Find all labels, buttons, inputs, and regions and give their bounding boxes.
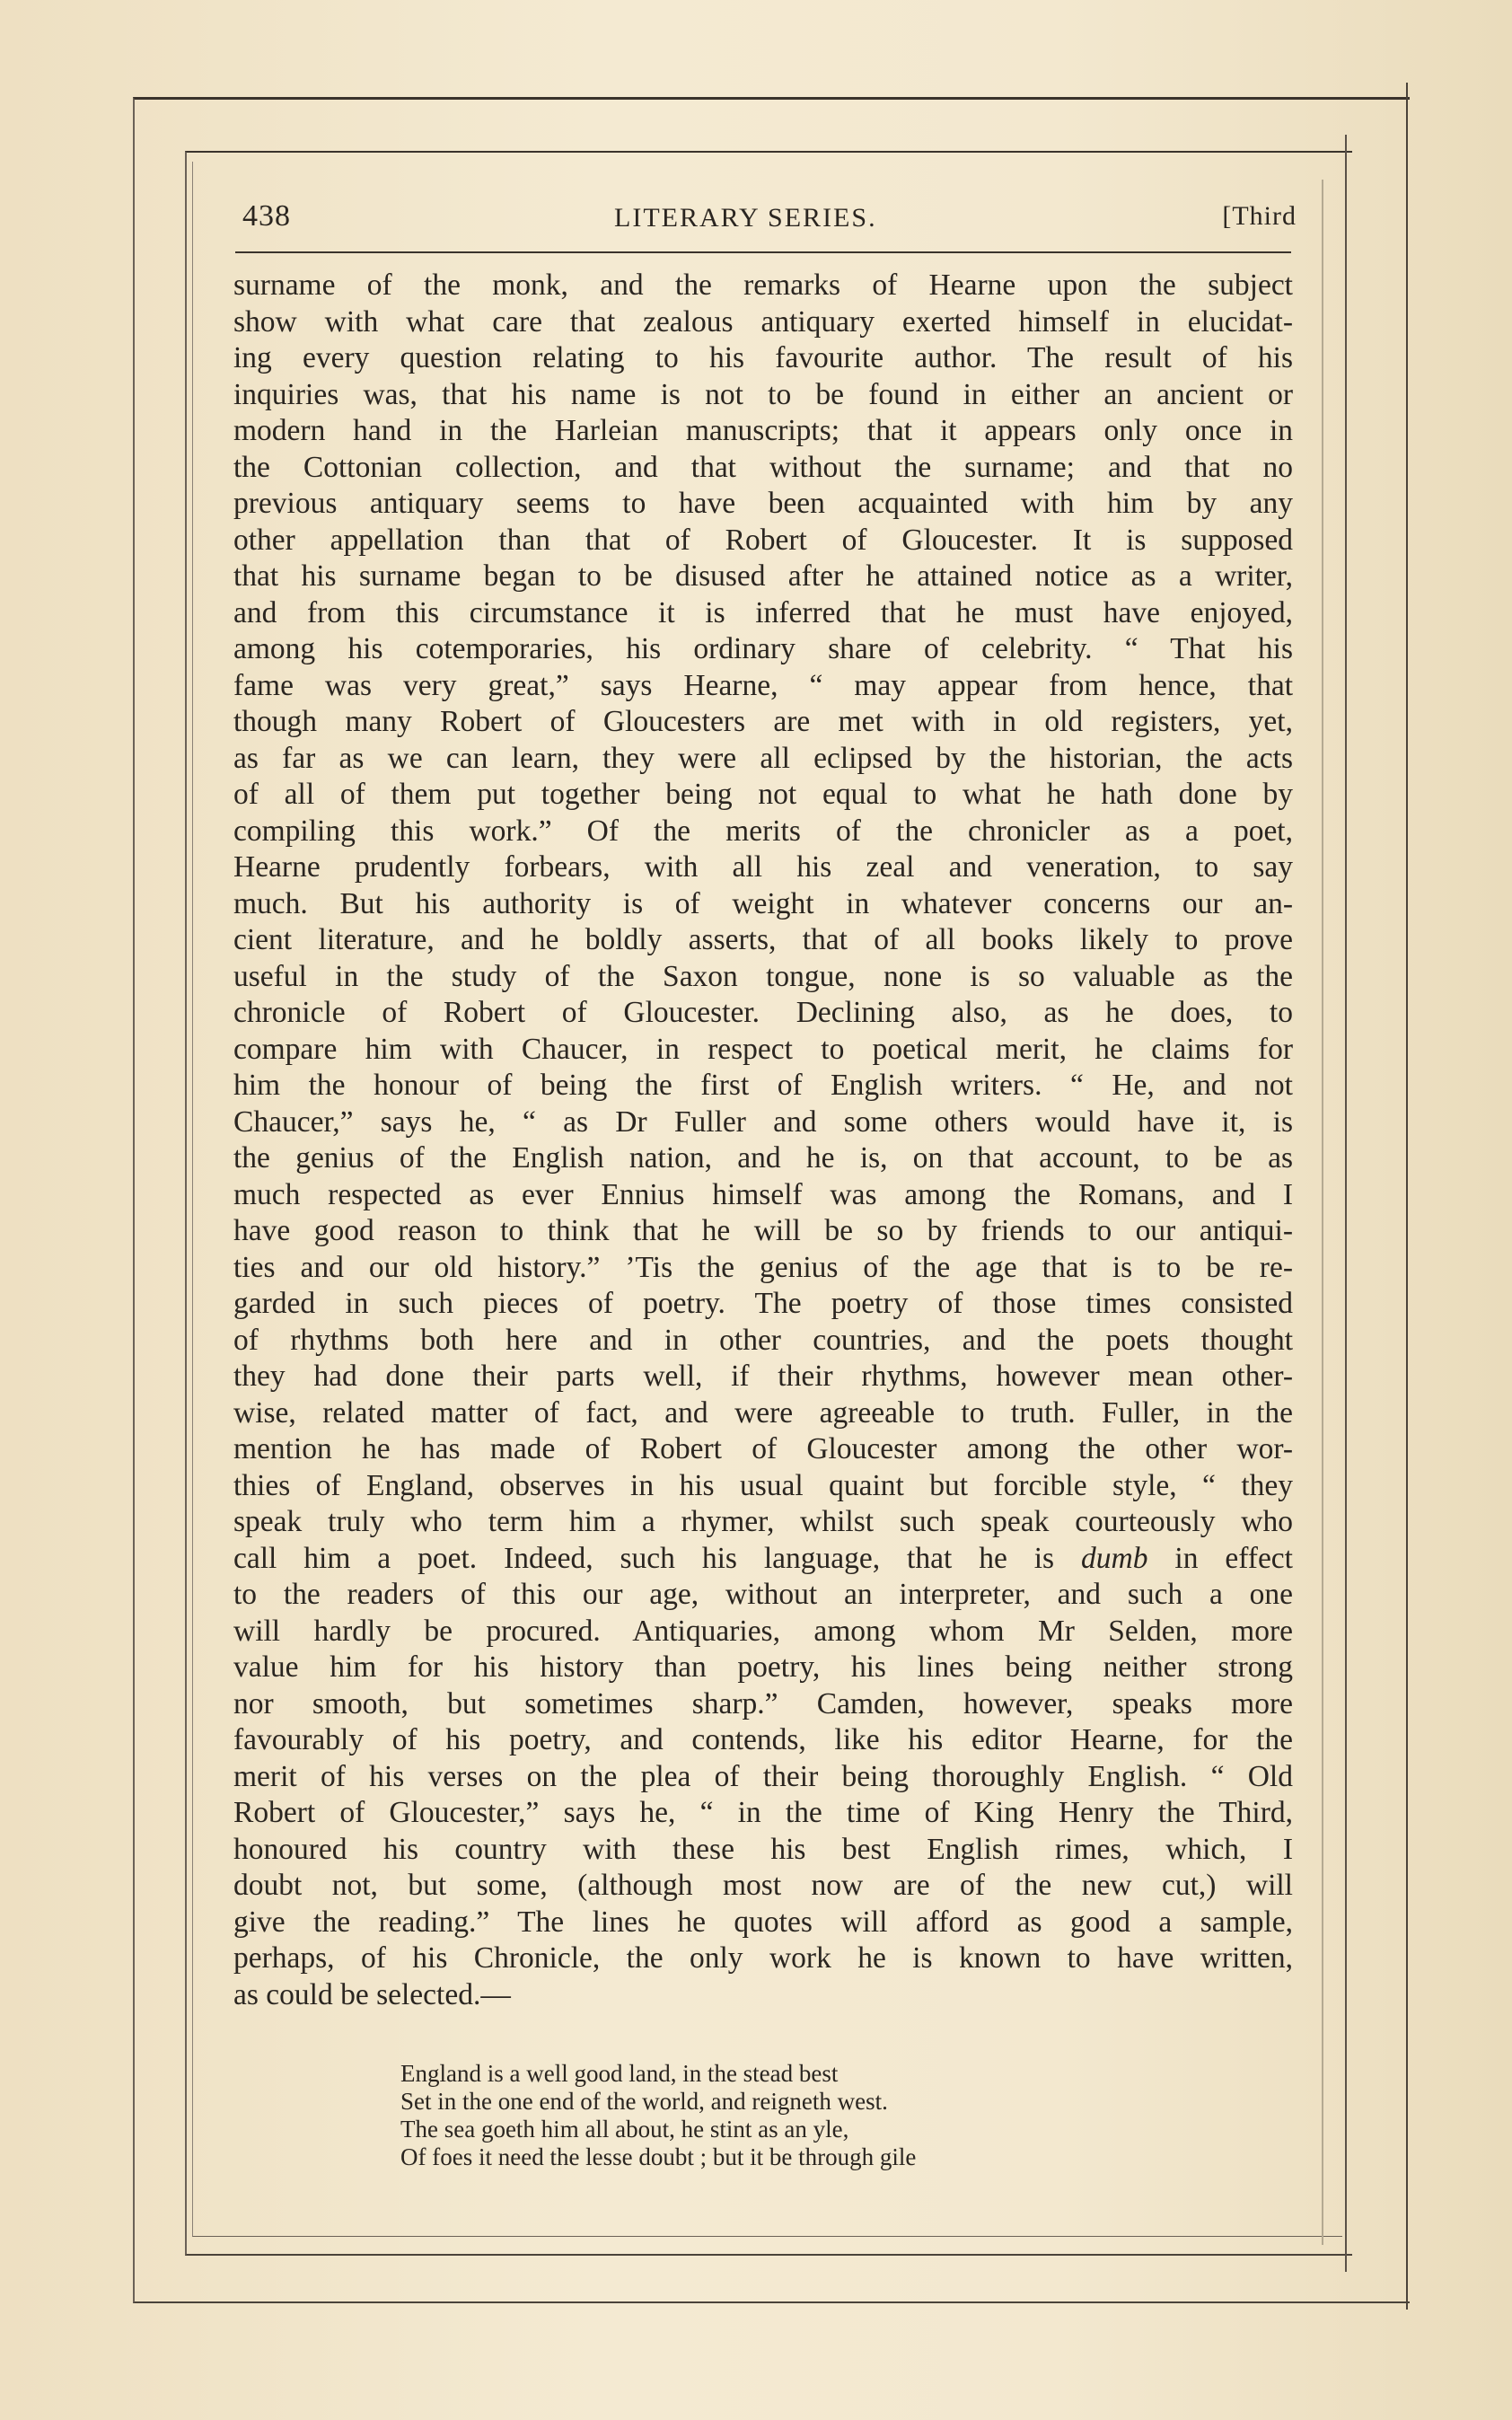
text-line: garded in such pieces of poetry. The poetry of those times consisted: [233, 1287, 1293, 1320]
text-line: favourably of his poetry, and contends, like his editor Hearne, for the: [233, 1723, 1293, 1756]
text-line: wise, related matter of fact, and were agreeable to truth. Fuller, in the: [233, 1395, 1293, 1430]
page-edge-shadow: [1322, 180, 1323, 2245]
running-header: [230, 199, 1297, 244]
verse-line: Set in the one end of the world, and reigneth west.: [400, 2088, 888, 2115]
verse-quotation: [400, 2060, 1083, 2171]
text-line: will hardly be procured. Antiquaries, among whom Mr Selden, more: [233, 1614, 1293, 1648]
running-title: LITERARY SERIES.: [614, 203, 877, 233]
text-line: him the honour of being the first of English writers. “ He, and not: [233, 1069, 1293, 1102]
text-line: ing every question relating to his favourite author. The result of his: [233, 341, 1293, 374]
text-line: the Cottonian collection, and that without the surname; and that no: [233, 450, 1293, 484]
text-line: much. But his authority is of weight in whatever concerns our an-: [233, 886, 1293, 920]
text-line: show with what care that zealous antiquary exerted himself in elucidat-: [233, 304, 1293, 339]
text-line: chronicle of Robert of Gloucester. Declining also, as he does, to: [233, 996, 1293, 1029]
text-line: inquiries was, that his name is not to be found in either an ancient or: [233, 377, 1293, 411]
text-line: of all of them put together being not equal to what he hath done by: [233, 778, 1293, 811]
emphasis-word: dumb: [1081, 1541, 1148, 1575]
text-line: cient literature, and he boldly asserts, that of all books likely to prove: [233, 923, 1293, 956]
text-line: value him for his history than poetry, his lines being neither strong: [233, 1650, 1293, 1684]
text-line: and from this circumstance it is inferred that he must have enjoyed,: [233, 595, 1293, 629]
text-line: perhaps, of his Chronicle, the only work he is known to have written,: [233, 1941, 1293, 1975]
page-number: 438: [242, 199, 291, 233]
text-line: Robert of Gloucester,” says he, “ in the time of King Henry the Third,: [233, 1796, 1293, 1829]
text-line: the genius of the English nation, and he is, on that account, to be as: [233, 1141, 1293, 1175]
text-line: that his surname began to be disused after he attained notice as a writer,: [233, 559, 1293, 593]
text-line: honoured his country with these his best English rimes, which, I: [233, 1832, 1293, 1866]
verse-line: Of foes it need the lesse doubt ; but it be through gile: [400, 2143, 917, 2170]
header-rule: [235, 251, 1291, 253]
text-line: call him a poet. Indeed, such his language, that he is dumb in effect: [233, 1541, 1293, 1575]
text-line: ties and our old history.” ’Tis the genius of the age that is to be re-: [233, 1250, 1293, 1284]
text-line: useful in the study of the Saxon tongue, none is so valuable as the: [233, 959, 1293, 993]
text-line: previous antiquary seems to have been acquainted with him by any: [233, 487, 1293, 520]
outer-page-border-right: [1406, 83, 1408, 2310]
text-line: fame was very great,” says Hearne, “ may appear from hence, that: [233, 668, 1293, 702]
text-line: give the reading.” The lines he quotes will afford as good a sample,: [233, 1905, 1293, 1939]
text-line: merit of his verses on the plea of their being thoroughly English. “ Old: [233, 1759, 1293, 1793]
text-line: nor smooth, but sometimes sharp.” Camden, however, speaks more: [233, 1686, 1293, 1720]
section-marker: [Third: [1222, 201, 1297, 231]
text-line: though many Robert of Gloucesters are met with in old registers, yet,: [233, 705, 1293, 738]
body-text: [233, 268, 1293, 2013]
text-line: much respected as ever Ennius himself was among the Romans, and I: [233, 1177, 1293, 1211]
text-line: to the readers of this our age, without an interpreter, and such a one: [233, 1578, 1293, 1611]
text-line: modern hand in the Harleian manuscripts; that it appears only once in: [233, 414, 1293, 447]
text-line: other appellation than that of Robert of Gloucester. It is supposed: [233, 523, 1293, 557]
text-line: they had done their parts well, if their rhythms, however mean other-: [233, 1360, 1293, 1393]
text-line: thies of England, observes in his usual quaint but forcible style, “ they: [233, 1468, 1293, 1502]
text-line: surname of the monk, and the remarks of Hearne upon the subject: [233, 268, 1293, 302]
text-line: as far as we can learn, they were all eclipsed by the historian, the acts: [233, 741, 1293, 775]
text-line: compare him with Chaucer, in respect to poetical merit, he claims for: [233, 1032, 1293, 1066]
text-line: mention he has made of Robert of Gloucester among the other wor-: [233, 1432, 1293, 1465]
text-line: compiling this work.” Of the merits of the chronicler as a poet,: [233, 814, 1293, 848]
page-edge-rule: [1345, 135, 1347, 2272]
text-line: have good reason to think that he will be so by friends to our antiqui-: [233, 1214, 1293, 1247]
text-line: of rhythms both here and in other countries, and the poets thought: [233, 1323, 1293, 1357]
text-line: as could be selected.—: [233, 1977, 511, 2011]
verse-line: England is a well good land, in the stead best: [400, 2060, 839, 2087]
verse-line: The sea goeth him all about, he stint as an yle,: [400, 2116, 849, 2143]
text-line: doubt not, but some, (although most now are of the new cut,) will: [233, 1869, 1293, 1902]
text-line: Chaucer,” says he, “ as Dr Fuller and some others would have it, is: [233, 1104, 1293, 1139]
text-line: speak truly who term him a rhymer, whilst such speak courteously who: [233, 1505, 1293, 1538]
text-line: among his cotemporaries, his ordinary share of celebrity. “ That his: [233, 632, 1293, 665]
text-line: Hearne prudently forbears, with all his zeal and veneration, to say: [233, 850, 1293, 884]
